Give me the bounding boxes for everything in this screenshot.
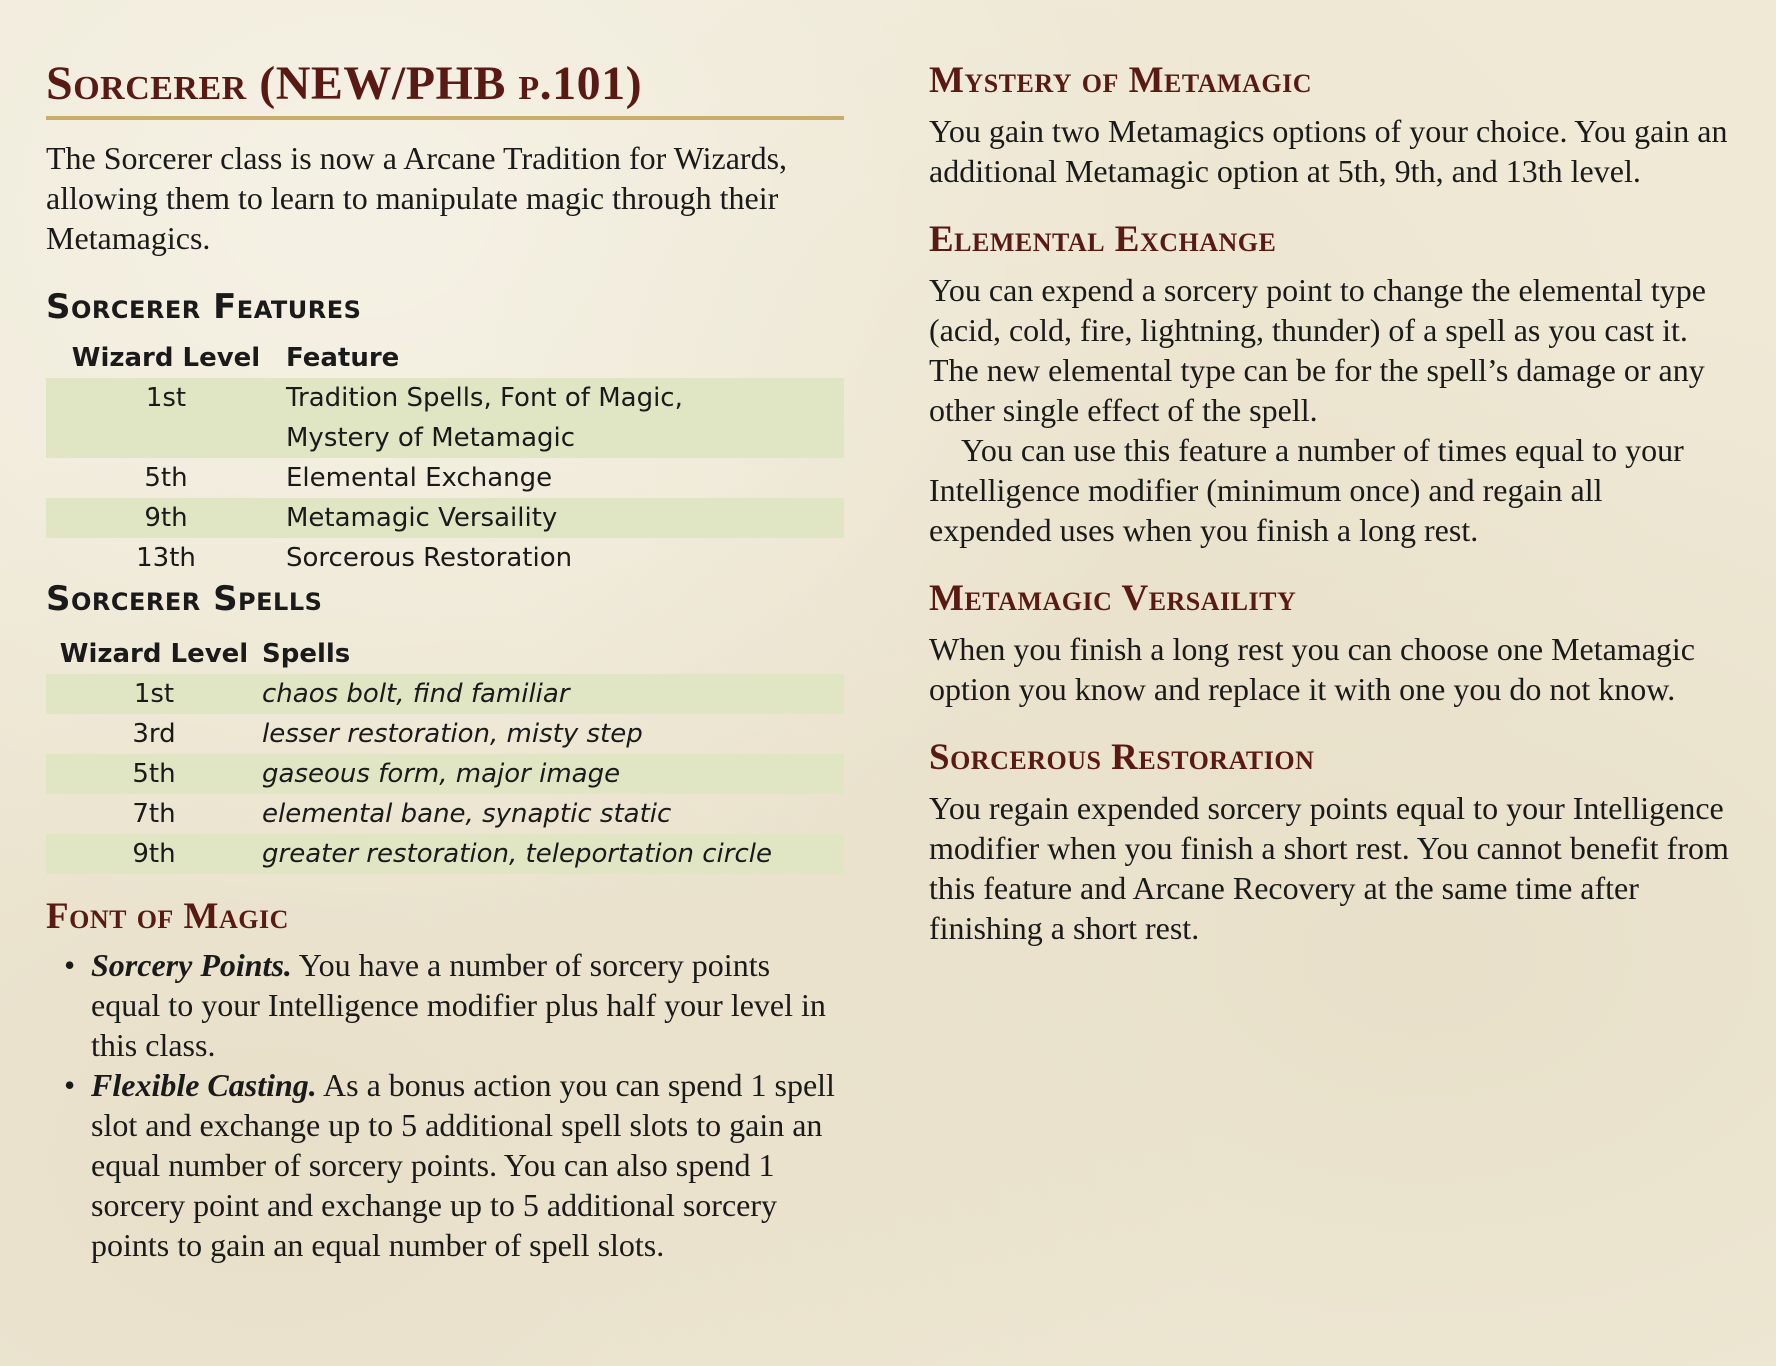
table-row — [46, 378, 844, 458]
table-cell-spells: chaos bolt, find familiar — [262, 674, 844, 714]
mystery-heading: Mystery of Metamagic — [929, 60, 1312, 101]
table-cell-level: 1st — [46, 378, 286, 458]
features-col-level: Wizard Level — [71, 343, 261, 373]
table-row — [46, 754, 844, 794]
right-column — [929, 0, 1729, 948]
font-of-magic-heading: Font of Magic — [46, 896, 289, 937]
spells-header-row — [46, 634, 844, 674]
page-title: Sorcerer (NEW/PHB p.101) — [46, 0, 844, 120]
bullet-icon: • — [64, 1067, 76, 1103]
list-item-lead: Flexible Casting. — [91, 1067, 317, 1103]
table-cell-level: 5th — [144, 463, 188, 493]
versaility-paragraph: When you finish a long rest you can choose one Metamagic option you know and replace it with one you do not know. — [929, 631, 1695, 707]
spells-col-spells: Spells — [262, 639, 351, 669]
table-cell-level: 13th — [136, 543, 196, 573]
table-cell-level: 9th — [46, 498, 286, 538]
list-item-text: You have a number of sorcery points equal to your Intelligence modifier plus half your level in this class. — [91, 947, 826, 1063]
spells-col-level: Wizard Level — [59, 639, 249, 669]
table-cell-level: 5th — [46, 754, 262, 794]
table-cell-feature: Elemental Exchange — [286, 463, 553, 493]
restoration-paragraph: You regain expended sorcery points equal to your Intelligence modifier when you finish a short rest. You cannot benefit from this feature and Arcane Recovery at the same time after finishing a short rest. — [929, 790, 1729, 946]
intro-paragraph: The Sorcerer class is now a Arcane Tradition for Wizards, allowing them to learn to manipulate magic through their Metamagics. — [46, 140, 788, 256]
table-cell-spells: gaseous form, major image — [262, 754, 844, 794]
bullet-icon: • — [64, 947, 76, 983]
table-cell-feature: Metamagic Versaility — [286, 498, 844, 538]
table-cell-spells: elemental bane, synaptic static — [262, 799, 672, 829]
versaility-heading: Metamagic Versaility — [929, 578, 1297, 619]
feature-line: Tradition Spells, Font of Magic, — [286, 383, 683, 413]
elemental-paragraph-1: You can expend a sorcery point to change the elemental type (acid, cold, fire, lightning, thunder) of a spell as you cast it. The new elemental type can be for the spell’s damage or any other single effect of the spell. — [929, 272, 1706, 428]
table-cell-level: 3rd — [132, 719, 176, 749]
table-cell-spells: greater restoration, teleportation circle — [262, 834, 844, 874]
table-cell-feature — [286, 378, 844, 458]
table-cell-level: 7th — [132, 799, 176, 829]
table-cell-level: 1st — [46, 674, 262, 714]
table-row — [46, 538, 844, 578]
feature-line: Mystery of Metamagic — [286, 423, 576, 453]
features-heading: Sorcerer Features — [46, 287, 362, 327]
table-row — [46, 458, 844, 498]
left-column — [46, 0, 844, 1265]
table-cell-feature: Sorcerous Restoration — [286, 543, 573, 573]
elemental-heading: Elemental Exchange — [929, 219, 1277, 260]
table-row — [46, 794, 844, 834]
mystery-paragraph: You gain two Metamagics options of your choice. You gain an additional Metamagic option at 5th, 9th, and 13th level. — [929, 113, 1728, 189]
table-row — [46, 834, 844, 874]
table-cell-level: 9th — [46, 834, 262, 874]
list-item-text: As a bonus action you can spend 1 spell slot and exchange up to 5 additional spell slots to gain an equal number of sorcery points. You can also spend 1 sorcery point and exchange up to 5 additional sorcery points to gain an equal number of spell slots. — [91, 1067, 835, 1263]
elemental-paragraph-2: You can use this feature a number of times equal to your Intelligence modifier (minimum once) and regain all expended uses when you finish a long rest. — [929, 432, 1684, 548]
table-row — [46, 714, 844, 754]
features-col-feature: Feature — [286, 343, 400, 373]
features-table — [46, 338, 844, 578]
restoration-heading: Sorcerous Restoration — [929, 737, 1315, 778]
spells-heading: Sorcerer Spells — [46, 579, 323, 619]
features-header-row — [46, 338, 844, 378]
list-item-lead: Sorcery Points. — [91, 947, 292, 983]
table-cell-spells: lesser restoration, misty step — [262, 719, 643, 749]
font-of-magic-list — [46, 945, 844, 1265]
spells-table — [46, 634, 844, 874]
table-row — [46, 674, 844, 714]
table-row — [46, 498, 844, 538]
list-item — [46, 1065, 844, 1265]
list-item — [46, 945, 844, 1065]
